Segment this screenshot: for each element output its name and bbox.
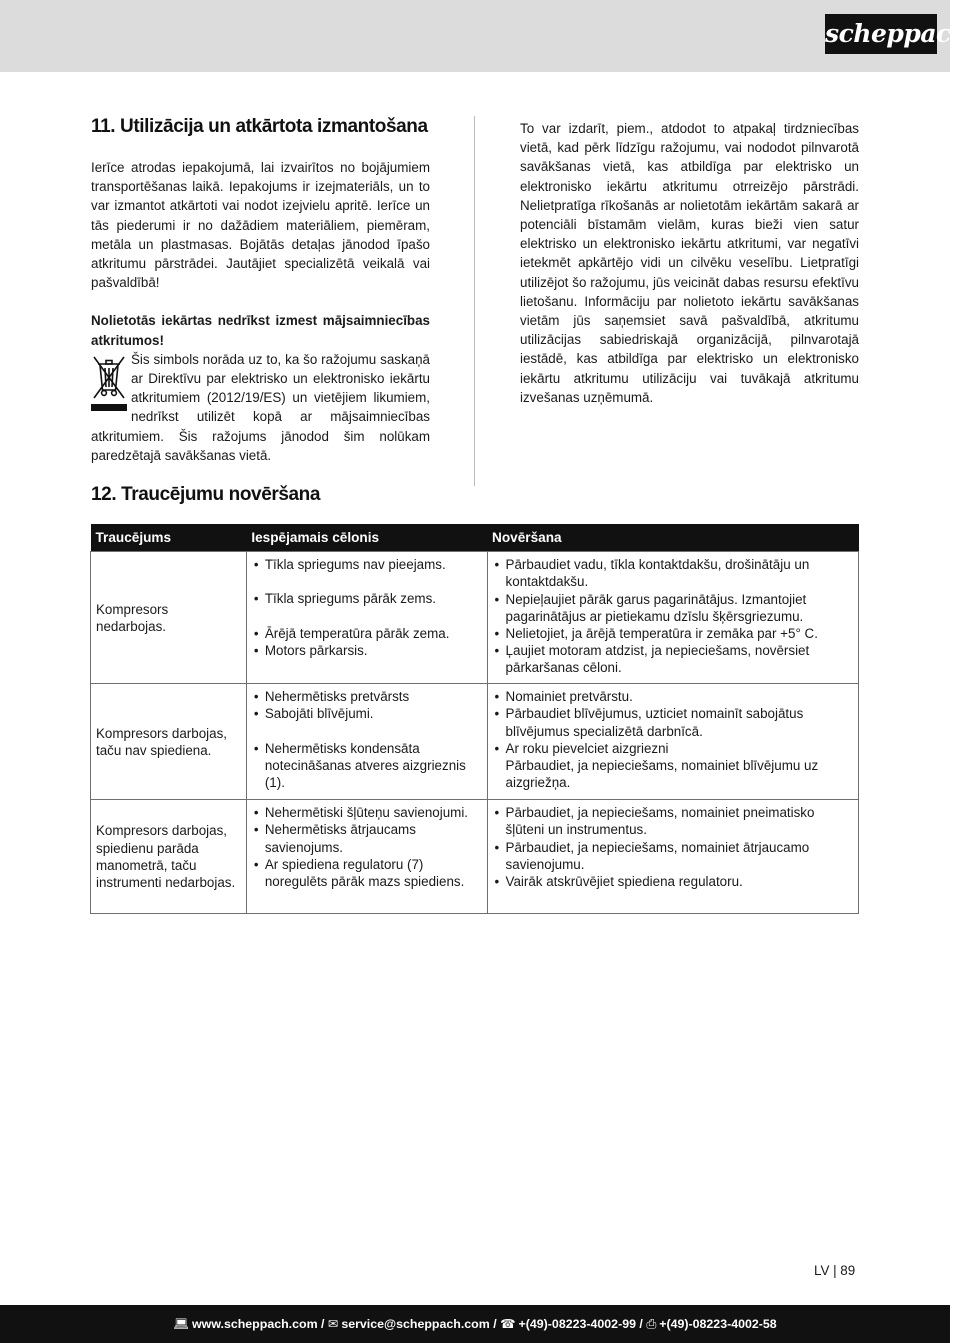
separator: / bbox=[489, 1317, 501, 1331]
fax-icon: ⎙ bbox=[646, 1317, 657, 1331]
header-fault: Traucējums bbox=[91, 524, 247, 552]
contact-line bbox=[0, 1316, 950, 1332]
header-cause: Iespējamais cēlonis bbox=[246, 524, 487, 552]
list-item: • Nehermētiski šļūteņu savienojumi. bbox=[252, 804, 482, 821]
list-item: • Nelietojiet, ja ārējā temperatūra ir zemāka par +5° C. bbox=[493, 625, 853, 642]
list-item: • Nomainiet pretvārstu. bbox=[493, 688, 853, 705]
remedy-cell bbox=[487, 552, 858, 684]
list-item: • Tīkla spriegums pārāk zems. bbox=[252, 590, 482, 607]
fault-cell: Kompresors darbojas, taču nav spiediena. bbox=[91, 684, 247, 800]
laptop-icon: 💻︎ bbox=[173, 1317, 190, 1331]
disposal-warning: Nolietotās iekārtas nedrīkst izmest mājsaimniecības atkritumos! bbox=[91, 313, 430, 348]
weee-bar bbox=[91, 404, 127, 411]
email-link[interactable]: service@scheppach.com bbox=[341, 1317, 490, 1331]
mail-icon: ✉︎ bbox=[327, 1317, 339, 1331]
cause-cell bbox=[246, 552, 487, 684]
remedy-cell bbox=[487, 800, 858, 914]
section-12-title: 12. Traucējumu novēršana bbox=[91, 484, 321, 505]
section-11-left-column bbox=[91, 116, 430, 465]
list-item: • Motors pārkarsis. bbox=[252, 642, 482, 659]
list-item: • Ļaujiet motoram atdzist, ja nepieciešams, novērsiet pārkaršanas cēloni. bbox=[493, 642, 853, 676]
fault-cell: Kompresors nedarbojas. bbox=[91, 552, 247, 684]
table-row bbox=[91, 800, 859, 914]
list-item: • Sabojāti blīvējumi. bbox=[252, 705, 482, 722]
list-item: • Pārbaudiet blīvējumus, uzticiet nomainīt sabojātus blīvējumus specializētā darbnīcā. bbox=[493, 705, 853, 739]
header-remedy: Novēršana bbox=[487, 524, 858, 552]
list-item: • Nepieļaujiet pārāk garus pagarinātājus. Izmantojiet pagarinātājus ar pietiekamu dzīslu šķērsgriezumu. bbox=[493, 591, 853, 625]
table-row bbox=[91, 684, 859, 800]
cause-cell bbox=[246, 684, 487, 800]
section-11-right-column bbox=[520, 119, 859, 407]
remedy-cell bbox=[487, 684, 858, 800]
crossed-out-wheelie-bin-icon bbox=[91, 352, 127, 412]
column-divider bbox=[474, 116, 475, 486]
list-item: • Ar roku pievelciet aizgriezni bbox=[493, 740, 853, 757]
list-item: • Pārbaudiet vadu, tīkla kontaktdakšu, drošinātāju un kontaktdakšu. bbox=[493, 556, 853, 590]
list-item: • Ārējā temperatūra pārāk zema. bbox=[252, 625, 482, 642]
list-item: • Pārbaudiet, ja nepieciešams, nomainiet ātrjaucamo savienojumu. bbox=[493, 839, 853, 873]
table-header-row bbox=[91, 524, 859, 552]
list-item: Pārbaudiet, ja nepieciešams, nomainiet blīvējumu uz aizgriežņa. bbox=[505, 758, 819, 791]
list-item: • Pārbaudiet, ja nepieciešams, nomainiet pneimatisko šļūteni un instrumentus. bbox=[493, 804, 853, 838]
footer-band bbox=[0, 1305, 950, 1343]
list-item: • Vairāk atskrūvējiet spiediena regulatoru. bbox=[493, 873, 853, 890]
fax-number: +(49)-08223-4002-58 bbox=[659, 1317, 777, 1331]
troubleshooting-table bbox=[90, 524, 859, 914]
cause-cell bbox=[246, 800, 487, 914]
header-band bbox=[0, 0, 968, 72]
section-11-title: 11. Utilizācija un atkārtota izmantošana bbox=[91, 116, 428, 137]
weee-paragraph: Šis simbols norāda uz to, ka šo ražojumu saskaņā ar Direktīvu par elektrisko un elektronisko iekārtu atkritumiem (2012/19/ES) un vietējiem likumiem, nedrīkst utilizēt kopā ar mājsaimniecības atkritumiem. Šis ražojums jānodod šim nolūkam paredzētajā savākšanas vietā. bbox=[91, 351, 430, 463]
list-item: • Nehermētisks pretvārsts bbox=[252, 688, 482, 705]
scheppach-logo: scheppach bbox=[825, 14, 937, 54]
packaging-paragraph: Ierīce atrodas iepakojumā, lai izvairītos no bojājumiem transportēšanas laikā. Iepakojums ir izejmateriāls, un to var izmantot atkārtoti vai nodot izejvielu apritē. Ierīce un tās piederumi ir no dažādiem materiāliem, piemēram, metāla un plastmasas. Bojātās detaļas jānodod īpašo atkritumu pārstrādei. Jautājiet specializētā veikalā vai pašvaldībā! bbox=[91, 160, 430, 291]
weee-block bbox=[91, 350, 430, 465]
fault-cell: Kompresors darbojas, spiedienu parāda manometrā, taču instrumenti nedarbojas. bbox=[91, 800, 247, 914]
list-item: • Nehermētisks ātrjaucams savienojums. bbox=[252, 821, 482, 855]
website-link[interactable]: www.scheppach.com bbox=[192, 1317, 318, 1331]
page-number: LV | 89 bbox=[814, 1263, 856, 1278]
separator: / bbox=[317, 1317, 328, 1331]
recycling-paragraph: To var izdarīt, piem., atdodot to atpakaļ tirdzniecības vietā, kad pērk līdzīgu ražojumu, vai nododot pilnvarotā savākšanas vietā, kas atbildīga par elektrisko un elektronisko iekārtu atkritumu otrreizējo pārstrādi. Nelietpratīga rīkošanās ar nolietotām iekārtām sakarā ar potenciāli bīstamām vielām, kuras bieži vien satur elektrisko un elektronisko iekārtu atkritumi, var negatīvi ietekmēt apkārtējo vidi un cilvēku veselību. Lietpratīgi utilizējot šo ražojumu, jūs veicināt dabas resursu efektīvu lietošanu. Informāciju par nolietoto iekārtu savākšanas vietām jūs saņemsiet savā pašvaldībā, atkritumu utilizācijas sabiedriskajā organizācijā, pilnvarotajā iestādē, kas atbildīga par elektrisko un elektronisko iekārtu atkritumu utilizāciju vai tuvākajā atkritumu izvešanas uzņēmumā. bbox=[520, 121, 859, 405]
phone-icon: ☎︎ bbox=[500, 1317, 516, 1331]
phone-number[interactable]: +(49)-08223-4002-99 bbox=[518, 1317, 636, 1331]
list-item: • Nehermētisks kondensāta notecināšanas atveres aizgrieznis (1). bbox=[252, 740, 482, 792]
table-row bbox=[91, 552, 859, 684]
list-item: • Tīkla spriegums nav pieejams. bbox=[252, 556, 482, 573]
separator: / bbox=[635, 1317, 647, 1331]
list-item: • Ar spiediena regulatoru (7) noregulēts pārāk mazs spiediens. bbox=[252, 856, 482, 890]
